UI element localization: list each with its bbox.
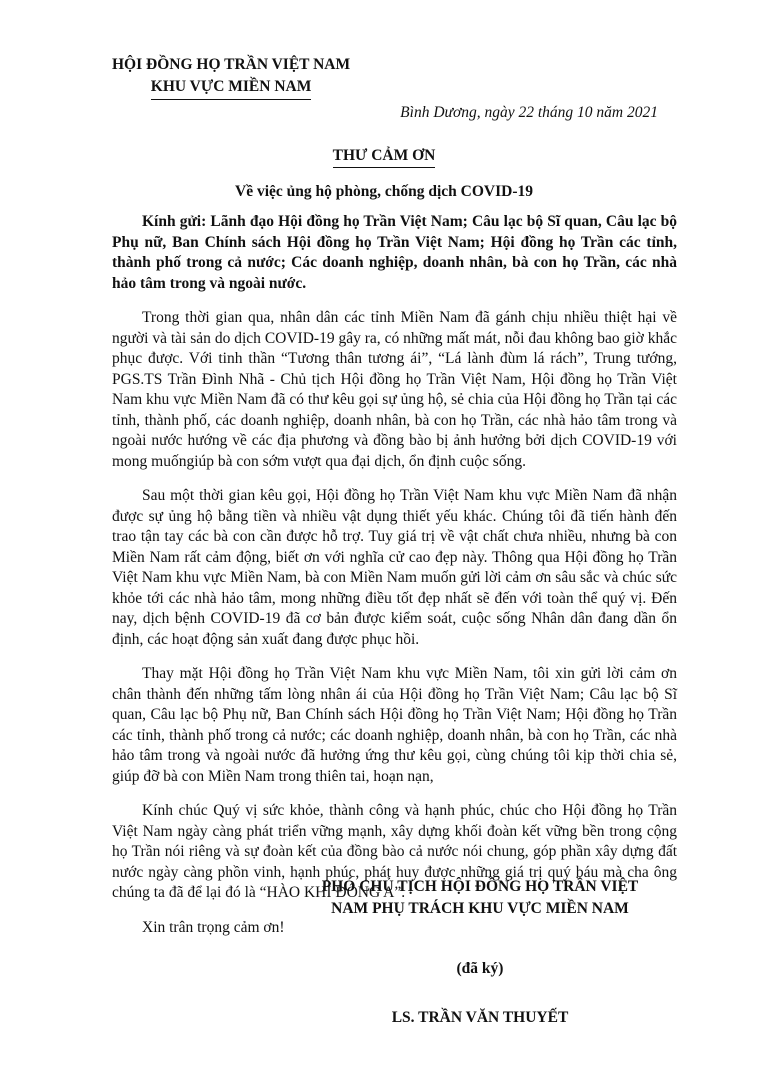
document-title: THƯ CẢM ƠN — [333, 147, 436, 168]
org-name: HỘI ĐỒNG HỌ TRẦN VIỆT NAM — [112, 56, 351, 73]
document-subtitle: Về việc ủng hộ phòng, chống dịch COVID-19 — [235, 183, 533, 200]
signed-note: (đã ký) — [456, 960, 504, 977]
paragraph: Kính chúc Quý vị sức khỏe, thành công và hạnh phúc, chúc cho Hội đồng họ Trần Việt Nam ngày càng phát triển vững mạnh, xây dựng khối đoàn kết vững bền trong cộng họ Trần nói riêng và sự đoàn kết của đồng bào cả nước nói chung, góp phần xây dựng đất nước ngày càng phồn vinh, hạnh phúc, phát huy được những giá trị quý báu mà cha ông chúng ta đã để lại đó là “HÀO KHÍ ĐÔNG A”. — [112, 802, 677, 901]
organization-header — [112, 54, 350, 100]
signer-name: LS. TRẦN VĂN THUYẾT — [391, 1009, 569, 1026]
signature-title — [300, 876, 660, 920]
letter-body — [112, 212, 677, 952]
paragraph: Trong thời gian qua, nhân dân các tỉnh Miền Nam đã gánh chịu nhiều thiệt hại về người và tài sản do dịch COVID-19 gây ra, có những mất mát, nỗi đau không bao giờ khắc phục được. Với tinh thần “Tương thân tương ái”, “Lá lành đùm lá rách”, Trung tướng, PGS.TS Trần Đình Nhã - Chủ tịch Hội đồng họ Trần Việt Nam, Hội đồng họ Trần Việt Nam khu vực Miền Nam đã có thư kêu gọi sự ủng hộ, sẻ chia của Hội đồng họ Trần tại các tỉnh, thành phố, các doanh nghiệp, doanh nhân, bà con họ Trần, các nhà hảo tâm trong và ngoài nước hướng về các địa phương và đồng bào bị ảnh hưởng bởi dịch COVID-19 với mong muốngiúp bà con sớm vượt qua đại dịch, ổn định cuộc sống. — [112, 309, 677, 470]
place-date: Bình Dương, ngày 22 tháng 10 năm 2021 — [400, 104, 658, 121]
paragraph: Sau một thời gian kêu gọi, Hội đồng họ Trần Việt Nam khu vực Miền Nam đã nhận được sự ủng hộ bằng tiền và nhiều vật dụng thiết yếu khác. Chúng tôi đã tiến hành đến trao tận tay các bà con cần được hỗ trợ. Tuy giá trị về vật chất chưa nhiều, nhưng bà con Miền Nam rất cảm động, biết ơn với nghĩa cử cao đẹp này. Thông qua Hội đồng họ Trần Việt Nam khu vực Miền Nam, bà con Miền Nam muốn gửi lời cảm ơn sâu sắc và chúc sức khỏe tới các nhà hảo tâm, mong những điều tốt đẹp nhất sẽ đến với toàn thể quý vị. Đến nay, dịch bệnh COVID-19 đã cơ bản được kiểm soát, cuộc sống Nhân dân đang dần ổn định, các hoạt động sản xuất đang được phục hồi. — [112, 487, 677, 648]
document-title-wrap — [0, 147, 768, 168]
paragraph: Thay mặt Hội đồng họ Trần Việt Nam khu vực Miền Nam, tôi xin gửi lời cảm ơn chân thành đến những tấm lòng nhân ái của Hội đồng họ Trần Việt Nam; Câu lạc bộ Sĩ quan, Câu lạc bộ Phụ nữ, Ban Chính sách Hội đồng họ Trần Việt Nam; Hội đồng họ Trần các tỉnh, thành phố trong cả nước; các doanh nghiệp, doanh nhân, bà con họ Trần, các nhà hảo tâm trong và ngoài nước đã hưởng ứng thư kêu gọi, cùng chúng tôi kịp thời chia sẻ, giúp đỡ bà con Miền Nam trong thiên tai, hoạn nạn, — [112, 665, 677, 785]
signature-title-line2: NAM PHỤ TRÁCH KHU VỰC MIỀN NAM — [331, 900, 629, 917]
closing-line: Xin trân trọng cảm ơn! — [142, 918, 285, 936]
org-region: KHU VỰC MIỀN NAM — [151, 76, 312, 100]
recipients: Kính gửi: Lãnh đạo Hội đồng họ Trần Việt Nam; Câu lạc bộ Sĩ quan, Câu lạc bộ Phụ nữ, Ban Chính sách Hội đồng họ Trần Việt Nam; Hội đồng họ Trần các tỉnh, thành phố trong cả nước; Các doanh nghiệp, doanh nhân, bà con họ Trần, các nhà hảo tâm trong và ngoài nước. — [112, 213, 677, 292]
signature-title-line1: PHÓ CHỦ TỊCH HỘI ĐỒNG HỌ TRẦN VIỆT — [321, 878, 639, 895]
